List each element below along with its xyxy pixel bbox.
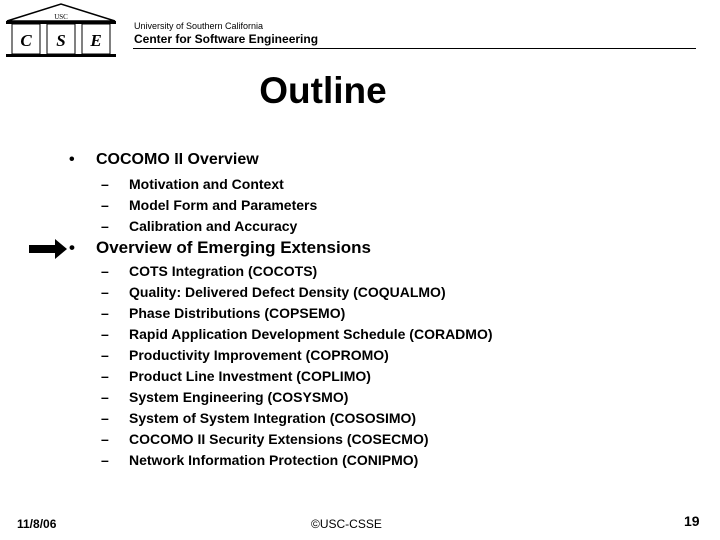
dash-icon: –	[101, 284, 109, 300]
outline-subitem	[101, 326, 493, 342]
bullet-icon: •	[69, 151, 75, 168]
dash-icon: –	[101, 389, 109, 405]
svg-text:C: C	[20, 31, 32, 50]
cse-logo	[4, 2, 118, 60]
footer-copyright: ©USC-CSSE	[311, 517, 382, 531]
outline-subitem	[101, 263, 318, 279]
outline-subitem	[101, 368, 371, 384]
outline-item-label: COCOMO II Overview	[96, 151, 259, 168]
page-number: 19	[684, 513, 700, 529]
outline-subitem	[101, 305, 346, 321]
outline-subitem	[101, 431, 429, 447]
outline-subitem-label: COCOMO II Security Extensions (COSECMO)	[129, 431, 429, 447]
header-text	[134, 22, 318, 45]
dash-icon: –	[101, 263, 109, 279]
outline-item-label: Overview of Emerging Extensions	[96, 238, 371, 257]
dash-icon: –	[101, 368, 109, 384]
dash-icon: –	[101, 347, 109, 363]
outline-subitem	[101, 347, 389, 363]
dash-icon: –	[101, 218, 109, 234]
slide-title: Outline	[259, 70, 387, 111]
outline-subitem-label: Calibration and Accuracy	[129, 218, 298, 234]
outline-subitem	[101, 410, 417, 426]
outline-item-current	[69, 238, 371, 258]
outline-subitem-label: Rapid Application Development Schedule (CORADMO)	[129, 326, 493, 342]
outline-subitem	[101, 284, 446, 300]
outline-subitem-label: Productivity Improvement (COPROMO)	[129, 347, 389, 363]
dash-icon: –	[101, 197, 109, 213]
right-arrow-icon	[29, 239, 67, 259]
outline-subitem-label: COTS Integration (COCOTS)	[129, 263, 318, 279]
footer-date: 11/8/06	[17, 517, 57, 531]
outline-subitem-label: System of System Integration (COSOSIMO)	[129, 410, 417, 426]
outline-item	[69, 151, 259, 169]
dash-icon: –	[101, 176, 109, 192]
outline-subitem	[101, 176, 284, 192]
svg-text:S: S	[56, 31, 66, 50]
svg-text:E: E	[90, 31, 102, 50]
outline-subitem	[101, 218, 298, 234]
center-name: Center for Software Engineering	[134, 32, 319, 46]
outline-subitem-label: Product Line Investment (COPLIMO)	[129, 368, 371, 384]
outline-subitem-label: Model Form and Parameters	[129, 197, 318, 213]
bullet-icon: •	[69, 238, 75, 257]
outline-subitem-label: Motivation and Context	[129, 176, 284, 192]
outline-subitem	[101, 452, 419, 468]
outline-subitem-label: Network Information Protection (CONIPMO)	[129, 452, 419, 468]
dash-icon: –	[101, 452, 109, 468]
dash-icon: –	[101, 326, 109, 342]
outline-subitem	[101, 389, 349, 405]
dash-icon: –	[101, 305, 109, 321]
header-divider	[133, 48, 696, 49]
outline-subitem-label: Quality: Delivered Defect Density (COQUALMO)	[129, 284, 446, 300]
university-name: University of Southern California	[134, 21, 264, 31]
dash-icon: –	[101, 410, 109, 426]
dash-icon: –	[101, 431, 109, 447]
outline-subitem	[101, 197, 318, 213]
outline-subitem-label: System Engineering (COSYSMO)	[129, 389, 349, 405]
outline-subitem-label: Phase Distributions (COPSEMO)	[129, 305, 346, 321]
svg-text:USC: USC	[54, 13, 68, 21]
